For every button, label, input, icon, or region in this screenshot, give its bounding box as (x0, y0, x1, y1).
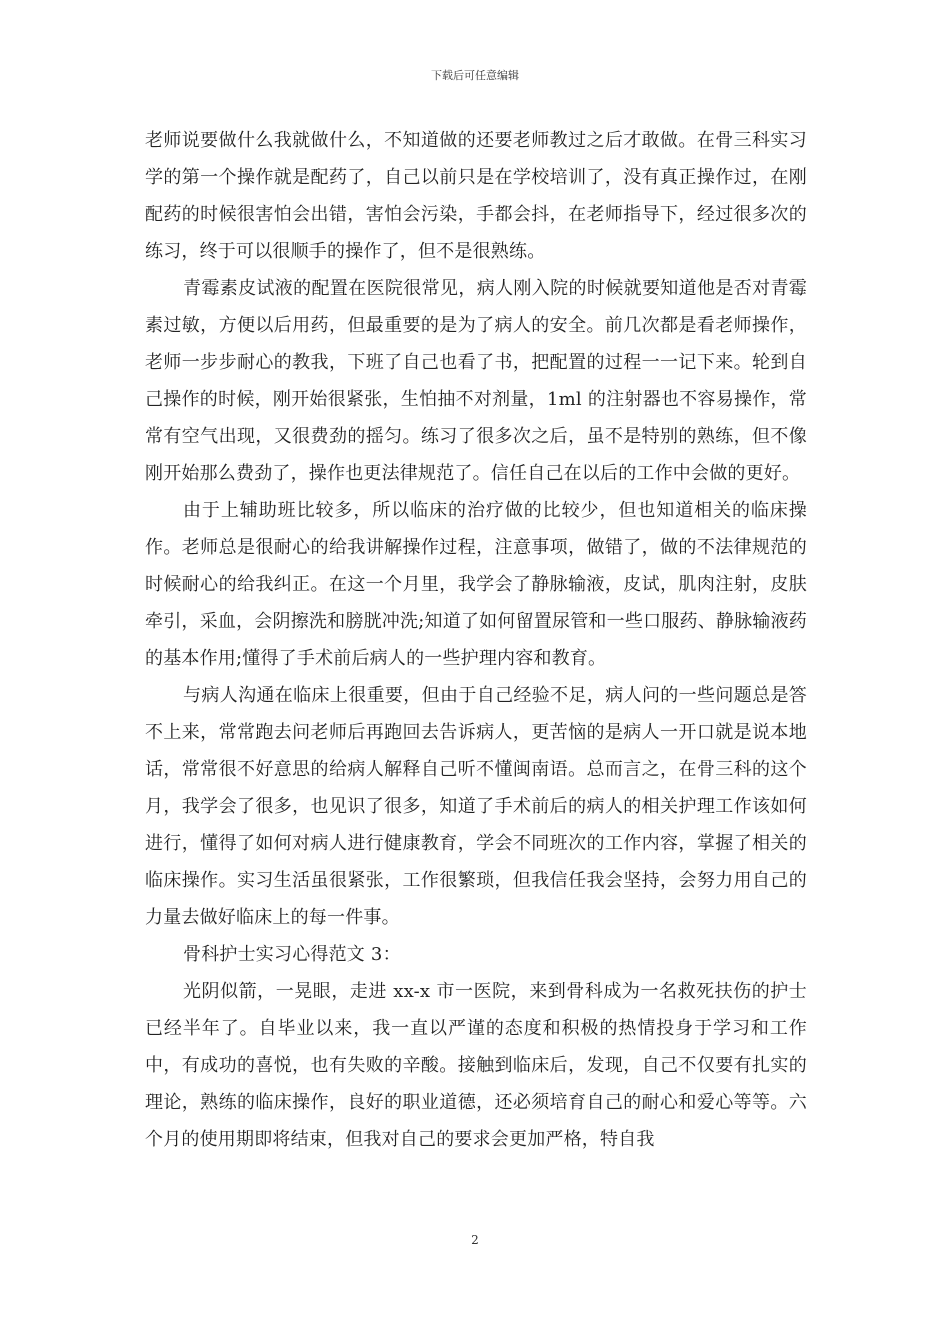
section-heading: 骨科护士实习心得范文 3： (183, 944, 401, 965)
paragraph: 老师说要做什么我就做什么，不知道做的还要老师教过之后才敢做。在骨三科实习学的第一个操作就是配药了，自己以前只是在学校培训了，没有真正操作过，在刚配药的时候很害怕会出错，害怕会污染，手都会抖，在老师指导下，经过很多次的练习，终于可以很顺手的操作了，但不是很熟练。 (145, 130, 807, 262)
document-body (145, 122, 807, 1158)
paragraph: 由于上辅助班比较多，所以临床的治疗做的比较少，但也知道相关的临床操作。老师总是很耐心的给我讲解操作过程，注意事项，做错了，做的不法律规范的时候耐心的给我纠正。在这一个月里，我学会了静脉输液，皮试，肌肉注射，皮肤牵引，采血，会阴擦洗和膀胱冲洗;知道了如何留置尿管和一些口服药、静脉输液药的基本作用;懂得了手术前后病人的一些护理内容和教育。 (145, 500, 807, 669)
paragraph: 与病人沟通在临床上很重要，但由于自己经验不足，病人问的一些问题总是答不上来，常常跑去问老师后再跑回去告诉病人，更苦恼的是病人一开口就是说本地话，常常很不好意思的给病人解释自己听不懂闽南语。总而言之，在骨三科的这个月，我学会了很多，也见识了很多，知道了手术前后的病人的相关护理工作该如何进行，懂得了如何对病人进行健康教育，学会不同班次的工作内容，掌握了相关的临床操作。实习生活虽很紧张，工作很繁琐，但我信任我会坚持，会努力用自己的力量去做好临床上的每一件事。 (145, 685, 807, 928)
page-header: 下载后可任意编辑 (431, 69, 519, 82)
paragraph: 光阴似箭，一晃眼，走进 xx-x 市一医院，来到骨科成为一名救死扶伤的护士已经半年了。自毕业以来，我一直以严谨的态度和积极的热情投身于学习和工作中，有成功的喜悦，也有失败的辛酸。接触到临床后，发现，自己不仅要有扎实的理论，熟练的临床操作，良好的职业道德，还必须培育自己的耐心和爱心等等。六个月的使用期即将结束，但我对自己的要求会更加严格，特自我 (145, 981, 807, 1150)
page-number: 2 (471, 1233, 479, 1247)
paragraph: 青霉素皮试液的配置在医院很常见，病人刚入院的时候就要知道他是否对青霉素过敏，方便以后用药，但最重要的是为了病人的安全。前几次都是看老师操作，老师一步步耐心的教我，下班了自己也看了书，把配置的过程一一记下来。轮到自己操作的时候，刚开始很紧张，生怕抽不对剂量，1ml 的注射器也不容易操作，常常有空气出现，又很费劲的摇匀。练习了很多次之后，虽不是特别的熟练，但不像刚开始那么费劲了，操作也更法律规范了。信任自己在以后的工作中会做的更好。 (145, 278, 807, 484)
